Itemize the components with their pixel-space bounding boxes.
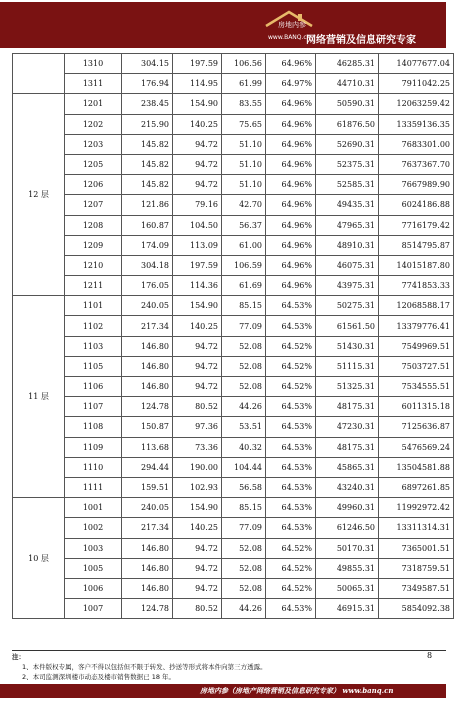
table-row [13,417,454,437]
table-cell: 7911042.25 [379,74,454,94]
table-cell: 64.96% [266,255,316,275]
table-cell: 43975.31 [316,276,379,296]
table-row [13,94,454,114]
site-url: www.BANQ.cn [268,34,311,41]
table-cell: 146.80 [122,377,173,397]
table-cell: 7125636.87 [379,417,454,437]
table-cell: 304.15 [122,54,173,74]
table-row [13,276,454,296]
table-row [13,397,454,417]
table-cell: 64.96% [266,134,316,154]
table-cell: 1110 [65,457,122,477]
table-cell: 114.36 [173,276,222,296]
floor-label [13,54,65,94]
table-cell: 64.52% [266,356,316,376]
table-cell: 94.72 [173,356,222,376]
table-cell: 13311314.31 [379,518,454,538]
table-cell: 1103 [65,336,122,356]
table-cell: 64.96% [266,154,316,174]
table-cell: 106.59 [222,255,266,275]
table-cell: 240.05 [122,498,173,518]
table-cell: 12063259.42 [379,94,454,114]
table-cell: 1209 [65,235,122,255]
table-cell: 51430.31 [316,336,379,356]
table-cell: 1002 [65,518,122,538]
table-cell: 146.80 [122,538,173,558]
table-cell: 11992972.42 [379,498,454,518]
table-cell: 217.34 [122,316,173,336]
table-cell: 215.90 [122,114,173,134]
table-cell: 190.00 [173,457,222,477]
table-cell: 52375.31 [316,154,379,174]
table-row [13,356,454,376]
notes-block [12,652,417,688]
notes-line-2: 2、本司监测深圳楼市动态及楼市销售数据已 18 年。 [22,673,176,681]
table-cell: 50065.31 [316,578,379,598]
footer-divider [12,650,446,651]
table-cell: 1102 [65,316,122,336]
table-cell: 43240.31 [316,477,379,497]
table-row [13,477,454,497]
table-cell: 49855.31 [316,558,379,578]
table-cell: 52.08 [222,558,266,578]
table-row [13,599,454,619]
table-cell: 80.52 [173,397,222,417]
table-cell: 13359136.35 [379,114,454,134]
table-cell: 5854092.38 [379,599,454,619]
table-cell: 197.59 [173,255,222,275]
table-cell: 48175.31 [316,397,379,417]
table-cell: 13379776.41 [379,316,454,336]
table-cell: 7365001.51 [379,538,454,558]
table-cell: 106.56 [222,54,266,74]
table-cell: 44.26 [222,599,266,619]
table-cell: 7534555.51 [379,377,454,397]
table-cell: 7503727.51 [379,356,454,376]
table-cell: 176.05 [122,276,173,296]
table-cell: 64.52% [266,336,316,356]
table-cell: 7349587.51 [379,578,454,598]
table-row [13,255,454,275]
table-cell: 1006 [65,578,122,598]
table-cell: 64.53% [266,518,316,538]
table-cell: 1001 [65,498,122,518]
table-cell: 113.68 [122,437,173,457]
table-cell: 294.44 [122,457,173,477]
table-cell: 49435.31 [316,195,379,215]
table-cell: 46075.31 [316,255,379,275]
table-cell: 140.25 [173,316,222,336]
table-cell: 40.32 [222,437,266,457]
notes-line-1: 1、本件版权专属，客户不得以包括但不限于转发、抄送等形式将本件向第三方透露。 [22,663,267,671]
table-cell: 42.70 [222,195,266,215]
table-cell: 85.15 [222,498,266,518]
table-cell: 1108 [65,417,122,437]
table-cell: 61.69 [222,276,266,296]
table-cell: 1003 [65,538,122,558]
table-cell: 64.53% [266,296,316,316]
table-cell: 52585.31 [316,175,379,195]
table-cell: 94.72 [173,175,222,195]
table-cell: 45865.31 [316,457,379,477]
table-cell: 50275.31 [316,296,379,316]
table-cell: 5476569.24 [379,437,454,457]
table-cell: 7637367.70 [379,154,454,174]
table-cell: 83.55 [222,94,266,114]
table-cell: 64.52% [266,377,316,397]
table-cell: 1210 [65,255,122,275]
table-cell: 94.72 [173,558,222,578]
table-cell: 102.93 [173,477,222,497]
table-cell: 56.37 [222,215,266,235]
table-cell: 140.25 [173,518,222,538]
table-cell: 1109 [65,437,122,457]
table-cell: 1005 [65,558,122,578]
table-row [13,134,454,154]
table-cell: 154.90 [173,94,222,114]
table-cell: 174.09 [122,235,173,255]
table-cell: 150.87 [122,417,173,437]
table-cell: 124.78 [122,599,173,619]
table-cell: 1206 [65,175,122,195]
table-cell: 61246.50 [316,518,379,538]
table-row [13,336,454,356]
table-cell: 64.53% [266,457,316,477]
table-cell: 51.10 [222,175,266,195]
table-cell: 64.52% [266,578,316,598]
table-cell: 7667989.90 [379,175,454,195]
table-cell: 46915.31 [316,599,379,619]
table-cell: 1105 [65,356,122,376]
table-cell: 48175.31 [316,437,379,457]
table-cell: 13504581.88 [379,457,454,477]
table-row [13,74,454,94]
table-cell: 61876.50 [316,114,379,134]
table-cell: 94.72 [173,538,222,558]
table-cell: 238.45 [122,94,173,114]
table-cell: 64.53% [266,316,316,336]
sales-table [12,53,454,619]
table-cell: 44710.31 [316,74,379,94]
table-row [13,538,454,558]
table-row [13,114,454,134]
table-cell: 1310 [65,54,122,74]
table-cell: 64.96% [266,195,316,215]
table-cell: 8514795.87 [379,235,454,255]
table-cell: 14015187.80 [379,255,454,275]
table-row [13,437,454,457]
table-cell: 64.53% [266,498,316,518]
table-cell: 304.18 [122,255,173,275]
table-cell: 1201 [65,94,122,114]
table-cell: 154.90 [173,498,222,518]
table-cell: 1101 [65,296,122,316]
table-cell: 64.53% [266,417,316,437]
table-cell: 1211 [65,276,122,296]
notes-heading: 注： [12,653,25,661]
table-row [13,296,454,316]
table-row [13,518,454,538]
table-cell: 1106 [65,377,122,397]
table-cell: 104.50 [173,215,222,235]
table-cell: 80.52 [173,599,222,619]
table-cell: 1203 [65,134,122,154]
page-number: 8 [427,651,433,660]
floor-label: 10 层 [13,498,65,619]
table-cell: 64.52% [266,558,316,578]
table-cell: 176.94 [122,74,173,94]
table-cell: 52.08 [222,377,266,397]
table-cell: 77.09 [222,316,266,336]
table-row [13,215,454,235]
table-cell: 160.87 [122,215,173,235]
table-cell: 7716179.42 [379,215,454,235]
table-cell: 50590.31 [316,94,379,114]
table-row [13,195,454,215]
table-row [13,235,454,255]
table-cell: 7741853.33 [379,276,454,296]
table-cell: 64.53% [266,477,316,497]
table-cell: 79.16 [173,195,222,215]
table-cell: 46285.31 [316,54,379,74]
table-cell: 1007 [65,599,122,619]
table-cell: 61.00 [222,235,266,255]
table-row [13,457,454,477]
table-cell: 1202 [65,114,122,134]
table-row [13,54,454,74]
table-row [13,558,454,578]
table-cell: 64.96% [266,276,316,296]
table-cell: 7549969.51 [379,336,454,356]
table-row [13,316,454,336]
table-cell: 61.99 [222,74,266,94]
table-cell: 64.97% [266,74,316,94]
table-cell: 145.82 [122,134,173,154]
table-cell: 49960.31 [316,498,379,518]
table-cell: 52.08 [222,356,266,376]
table-cell: 124.78 [122,397,173,417]
table-cell: 61561.50 [316,316,379,336]
table-cell: 146.80 [122,578,173,598]
table-row [13,498,454,518]
table-cell: 64.96% [266,54,316,74]
table-cell: 145.82 [122,154,173,174]
table-cell: 64.96% [266,175,316,195]
table-cell: 97.36 [173,417,222,437]
table-cell: 64.52% [266,538,316,558]
table-cell: 14077677.04 [379,54,454,74]
table-cell: 64.53% [266,437,316,457]
table-cell: 50170.31 [316,538,379,558]
table-row [13,175,454,195]
table-cell: 6024186.88 [379,195,454,215]
table-cell: 6897261.85 [379,477,454,497]
brand-name: 房地内参 [278,21,306,29]
table-cell: 73.36 [173,437,222,457]
table-cell: 94.72 [173,134,222,154]
table-cell: 1207 [65,195,122,215]
table-cell: 7318759.51 [379,558,454,578]
table-cell: 44.26 [222,397,266,417]
table-cell: 240.05 [122,296,173,316]
table-cell: 64.96% [266,114,316,134]
table-cell: 1208 [65,215,122,235]
table-cell: 52.08 [222,336,266,356]
table-cell: 47965.31 [316,215,379,235]
table-cell: 64.96% [266,215,316,235]
table-cell: 140.25 [173,114,222,134]
table-row [13,154,454,174]
table-cell: 114.95 [173,74,222,94]
table-cell: 51.10 [222,154,266,174]
table-cell: 51325.31 [316,377,379,397]
table-cell: 146.80 [122,558,173,578]
table-cell: 159.51 [122,477,173,497]
table-cell: 146.80 [122,356,173,376]
table-cell: 56.58 [222,477,266,497]
table-cell: 51115.31 [316,356,379,376]
table-cell: 52.08 [222,538,266,558]
table-cell: 47230.31 [316,417,379,437]
table-cell: 121.86 [122,195,173,215]
table-cell: 6011315.18 [379,397,454,417]
table-cell: 1107 [65,397,122,417]
table-cell: 64.53% [266,397,316,417]
table-cell: 146.80 [122,336,173,356]
table-cell: 217.34 [122,518,173,538]
table-cell: 85.15 [222,296,266,316]
table-cell: 197.59 [173,54,222,74]
table-cell: 77.09 [222,518,266,538]
page-header [0,0,462,52]
table-cell: 53.51 [222,417,266,437]
table-cell: 51.10 [222,134,266,154]
header-title: 网络营销及信息研究专家 [306,35,416,46]
table-cell: 64.53% [266,599,316,619]
footer-text: 房地内参（房地产网络营销及信息研究专家） www.banq.cn [200,686,394,695]
table-cell: 52690.31 [316,134,379,154]
table-cell: 75.65 [222,114,266,134]
table-cell: 64.96% [266,94,316,114]
table-cell: 1311 [65,74,122,94]
table-cell: 94.72 [173,578,222,598]
table-row [13,377,454,397]
floor-label: 11 层 [13,296,65,498]
table-cell: 1111 [65,477,122,497]
table-cell: 94.72 [173,377,222,397]
table-cell: 94.72 [173,336,222,356]
table-cell: 12068588.17 [379,296,454,316]
floor-label: 12 层 [13,94,65,296]
table-cell: 52.08 [222,578,266,598]
table-cell: 94.72 [173,154,222,174]
table-cell: 145.82 [122,175,173,195]
table-cell: 1205 [65,154,122,174]
table-row [13,578,454,598]
table-cell: 7683301.00 [379,134,454,154]
table-cell: 154.90 [173,296,222,316]
table-cell: 64.96% [266,235,316,255]
table-cell: 113.09 [173,235,222,255]
table-cell: 104.44 [222,457,266,477]
table-cell: 48910.31 [316,235,379,255]
